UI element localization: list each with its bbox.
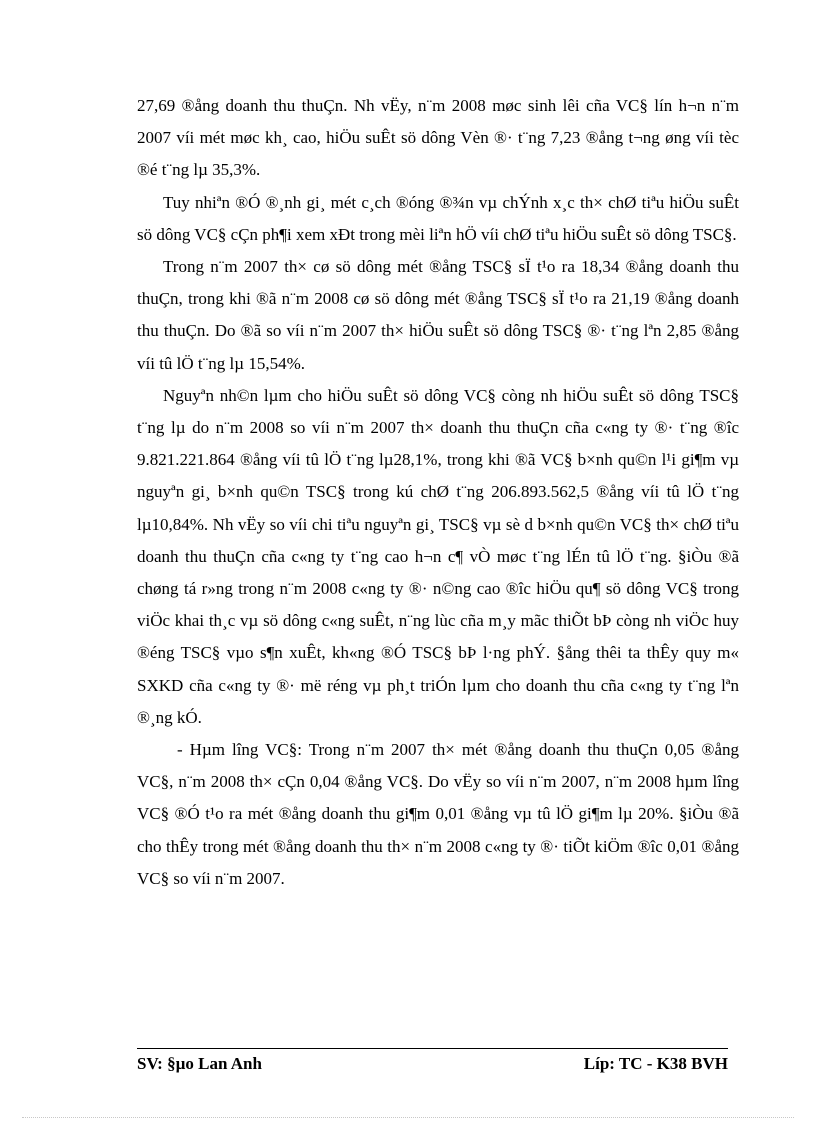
paragraph-vcd-efficiency: 27,69 ®ång doanh thu thuÇn. Nh vËy, n¨m 2008 møc sinh lêi cña VC§ lín h¬n n¨m 2007 víi mét møc kh¸ cao, hiÖu suÊt sö dông Vèn ®· t¨ng 7,23 ®ång t¬ng øng víi tèc ®é t¨ng lµ 35,3%. — [137, 96, 739, 180]
page-footer — [137, 1053, 728, 1075]
footer-student-name: SV: §µo Lan Anh — [137, 1054, 262, 1073]
page-bottom-edge — [22, 1117, 794, 1118]
paragraph-tscd-relation: Tuy nhiªn ®Ó ®¸nh gi¸ mét c¸ch ®óng ®¾n vµ chÝnh x¸c th× chØ tiªu hiÖu suÊt sö dông VC§ cÇn ph¶i xem xÐt trong mèi liªn hÖ víi chØ tiªu hiÖu suÊt sö dông TSC§. — [137, 192, 739, 244]
paragraph-causes: Nguyªn nh©n lµm cho hiÖu suÊt sö dông VC§ còng nh hiÖu suÊt sö dông TSC§ t¨ng lµ do n¨m 2008 so víi n¨m 2007 th× doanh thu thuÇn cña c«ng ty ®· t¨ng ®îc 9.821.221.864 ®ång víi tû lÖ t¨ng lµ28,1%, trong khi ®ã VC§ b×nh qu©n l¹i gi¶m vµ nguyªn gi¸ b×nh qu©n TSC§ trong kú chØ t¨ng 206.893.562,5 ®ång víi tû lÖ t¨ng lµ10,84%. Nh vËy so víi chi tiªu nguyªn gi¸ TSC§ vµ sè d b×nh qu©n VC§ th× chØ tiªu doanh thu thuÇn cña c«ng ty t¨ng cao h¬n c¶ vÒ møc t¨ng lÉn tû lÖ t¨ng. §iÒu ®ã chøng tá r»ng trong n¨m 2008 c«ng ty ®· n©ng cao ®îc hiÖu qu¶ sö dông VC§ trong viÖc khai th¸c vµ sö dông c«ng suÊt, n¨ng lùc cña m¸y mãc thiÕt bÞ còng nh viÖc huy ®éng TSC§ vµo s¶n xuÊt, kh«ng ®Ó TSC§ bÞ l·ng phÝ. §ång thêi ta thÊy quy m« SXKD cña c«ng ty ®· më réng vµ ph¸t triÓn lµm cho doanh thu cña c«ng ty t¨ng lªn ®¸ng kÓ. — [137, 385, 739, 727]
footer-class-code: Líp: TC - K38 BVH — [583, 1054, 728, 1073]
paragraph-tscd-efficiency: Trong n¨m 2007 th× cø sö dông mét ®ång TSC§ sÏ t¹o ra 18,34 ®ång doanh thu thuÇn, trong khi ®ã n¨m 2008 cø sö dông mét ®ång TSC§ sÏ t¹o ra 21,19 ®ång doanh thu thuÇn. Do ®ã so víi n¨m 2007 th× hiÖu suÊt sö dông TSC§ ®· t¨ng lªn 2,85 ®ång víi tû lÖ t¨ng lµ 15,54%. — [137, 257, 739, 373]
body-text — [137, 90, 739, 895]
footer-divider — [137, 1048, 728, 1049]
paragraph-vcd-content: - Hµm lîng VC§: Trong n¨m 2007 th× mét ®ång doanh thu thuÇn 0,05 ®ång VC§, n¨m 2008 th× cÇn 0,04 ®ång VC§. Do vËy so víi n¨m 2007, n¨m 2008 hµm lîng VC§ ®Ó t¹o ra mét ®ång doanh thu gi¶m 0,01 ®ång vµ tû lÖ gi¶m lµ 20%. §iÒu ®ã cho thÊy trong mét ®ång doanh thu th× n¨m 2008 c«ng ty ®· tiÕt kiÖm ®îc 0,01 ®ång VC§ so víi n¨m 2007. — [137, 740, 739, 888]
